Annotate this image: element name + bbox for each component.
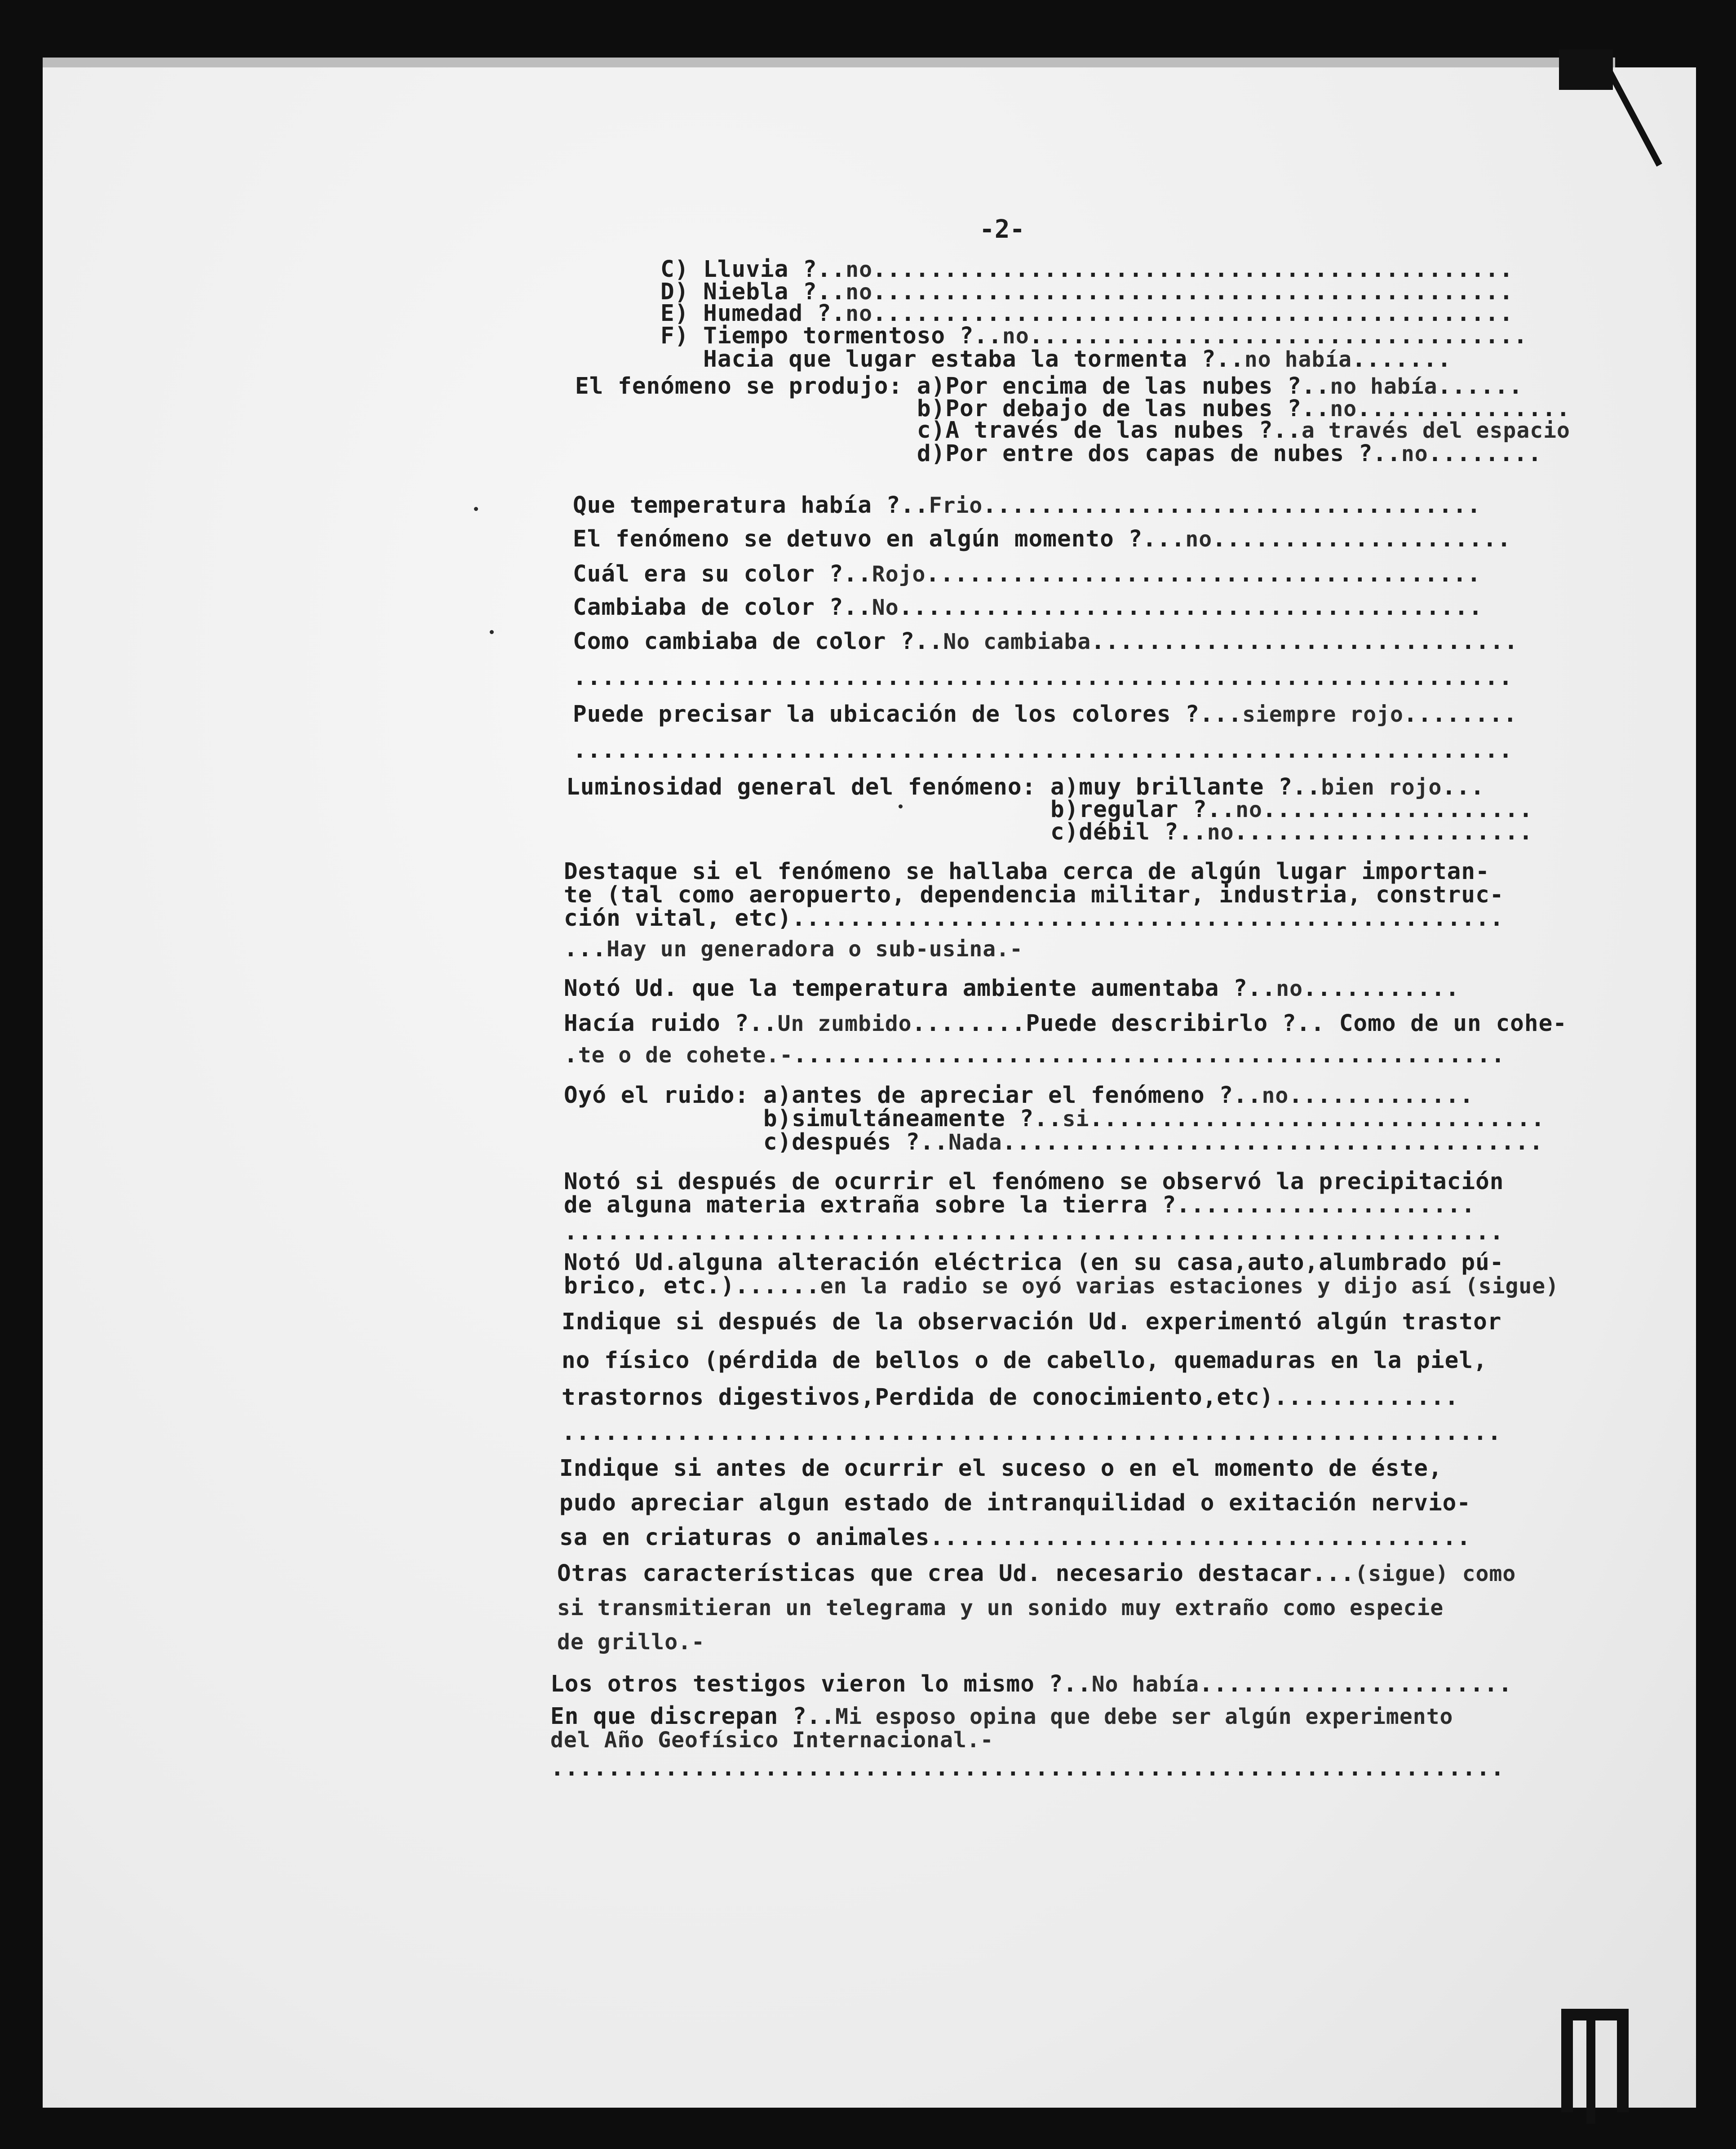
question-text: Notó Ud. que la temperatura ambiente aumentaba ?.. — [564, 975, 1276, 1002]
question-text: Notó si después de ocurrir el fenómeno se observó la precipitación — [564, 1168, 1504, 1195]
answer-text: no había — [1330, 374, 1438, 399]
answer-text: (sigue) como — [1355, 1561, 1516, 1586]
form-line — [550, 1755, 1505, 1782]
dot-leader: ................................ — [1089, 1106, 1546, 1132]
question-text: Indique si antes de ocurrir el suceso o en el momento de éste, — [559, 1455, 1443, 1482]
form-line — [564, 1129, 1543, 1156]
question-text: d)Por entre dos capas de nubes ?.. — [575, 440, 1401, 467]
question-text: Indique si después de la observación Ud. experimentó algún trastor — [562, 1309, 1502, 1335]
answer-text: no — [846, 301, 872, 326]
dot-leader: ........ — [1403, 701, 1518, 728]
form-line — [564, 882, 1504, 909]
page-number: -2- — [979, 215, 1025, 244]
dot-leader: ....... — [1352, 346, 1452, 373]
dot-leader: ...................... — [1199, 1671, 1513, 1697]
dot-leader: .................................................. — [792, 905, 1504, 932]
question-text: .................................................................. — [573, 664, 1513, 691]
dot-leader: ........Puede describirlo ?.. Como de un cohe- — [912, 1010, 1567, 1037]
question-text: Hacía ruido ?.. — [564, 1010, 778, 1037]
form-line — [557, 1560, 1516, 1587]
answer-text: no — [1330, 396, 1357, 422]
form-line — [573, 492, 1481, 519]
form-line — [564, 1192, 1475, 1219]
dot-leader: ................................ — [1015, 1524, 1471, 1551]
dot-leader: .............................. — [1091, 628, 1519, 655]
form-line — [562, 1384, 1459, 1411]
answer-text: Hay un generadora o sub-usina.- — [607, 937, 1023, 962]
question-text: El fenómeno se produjo: a)Por encima de las nubes ?.. — [575, 373, 1330, 400]
question-text: Cambiaba de color ?.. — [573, 594, 872, 621]
question-text: c)débil ?.. — [566, 819, 1207, 845]
answer-text: no — [1276, 976, 1303, 1001]
question-text: Luminosidad general del fenómeno: a)muy brillante ?.. — [566, 774, 1321, 800]
question-text: sa en criaturas o animales...... — [559, 1524, 1015, 1551]
answer-text: siempre rojo — [1242, 702, 1404, 727]
question-text: c)A través de las nubes ?.. — [575, 417, 1302, 444]
question-text: En que discrepan ?.. — [550, 1703, 836, 1730]
answer-text: no — [1002, 324, 1029, 349]
answer-text: Frio — [929, 493, 983, 518]
form-line — [557, 1629, 705, 1656]
dot-leader: ................................... — [983, 492, 1481, 519]
form-line — [573, 628, 1518, 655]
form-line — [660, 346, 1452, 373]
dot-leader: ..................... — [1234, 819, 1533, 845]
answer-text: bien rojo — [1321, 775, 1442, 800]
answer-text: No — [872, 595, 899, 620]
question-text: b)Por debajo de las nubes ?.. — [575, 395, 1330, 422]
form-line — [559, 1490, 1471, 1517]
question-text: F) Tiempo tormentoso ?.. — [660, 323, 1002, 349]
answer-text: si — [1062, 1106, 1089, 1132]
answer-text: no — [1262, 1083, 1289, 1108]
dot-leader: ...... — [1437, 373, 1523, 400]
form-line — [557, 1594, 1444, 1621]
answer-text: no — [1401, 441, 1428, 466]
form-line — [562, 1309, 1502, 1336]
question-text: D) Niebla ?.. — [660, 279, 846, 305]
answer-text: a través del espacio — [1301, 418, 1570, 443]
question-text: b)regular ?.. — [566, 796, 1236, 823]
question-text: b)simultáneamente ?.. — [564, 1106, 1063, 1132]
answer-text: no — [846, 257, 872, 282]
question-text: .................................................................. — [573, 737, 1513, 764]
answer-text: del Año Geofísico Internacional.- — [550, 1727, 994, 1753]
form-line — [564, 1219, 1504, 1246]
answer-text: no había — [1244, 347, 1352, 372]
answer-text: No cambiaba — [943, 629, 1091, 654]
form-line — [564, 1106, 1545, 1132]
question-text: C) Lluvia ?.. — [660, 256, 846, 283]
dot-leader: .................................................. — [793, 1042, 1506, 1068]
answer-text: te o de cohete.- — [578, 1043, 793, 1068]
form-line — [564, 1042, 1505, 1069]
dot-leader: ............................................. — [872, 279, 1514, 305]
dot-leader: ...................................... — [1002, 1129, 1544, 1155]
answer-text: No había — [1091, 1672, 1199, 1697]
form-line — [564, 1010, 1567, 1037]
question-text: pudo apreciar algun estado de intranquilidad o exitación nervio- — [559, 1490, 1471, 1516]
form-line — [573, 561, 1481, 588]
question-text: trastornos digestivos,Perdida de conocimiento,etc)............. — [562, 1384, 1459, 1411]
dot-leader: ............................................. — [872, 256, 1514, 283]
question-text: ................................................................... — [550, 1755, 1505, 1781]
question-text: .................................................................. — [564, 1219, 1504, 1245]
form-line — [564, 1273, 1559, 1300]
answer-text: de grillo.- — [557, 1630, 705, 1655]
dot-leader: ....................................... — [926, 561, 1481, 587]
question-text: .................................................................. — [562, 1419, 1502, 1446]
question-text: Destaque si el fenómeno se hallaba cerca de algún lugar importan- — [564, 858, 1490, 885]
question-text: Hacia que lugar estaba la tormenta ?.. — [660, 346, 1244, 373]
question-text: Oyó el ruido: a)antes de apreciar el fenómeno ?.. — [564, 1082, 1262, 1109]
question-text: Los otros testigos vieron lo mismo ?.. — [550, 1671, 1092, 1697]
form-line — [559, 1455, 1443, 1482]
form-line — [564, 975, 1460, 1002]
answer-text: no — [1185, 527, 1213, 552]
form-line — [575, 440, 1542, 467]
question-text: . — [564, 1042, 578, 1068]
form-line — [573, 737, 1513, 764]
answer-text: no — [846, 280, 872, 305]
form-line — [550, 1703, 1453, 1730]
answer-text: no — [1236, 797, 1262, 822]
form-line — [566, 819, 1533, 846]
question-text: Notó Ud.alguna alteración eléctrica (en su casa,auto,alumbrado pú- — [564, 1249, 1504, 1276]
answer-text: Mi esposo opina que debe ser algún experimento — [835, 1704, 1453, 1729]
form-line — [564, 936, 1023, 963]
form-line — [564, 858, 1490, 885]
form-line — [564, 1249, 1504, 1276]
dot-leader: ........ — [1428, 440, 1542, 467]
answer-text: si transmitieran un telegrama y un sonido muy extraño como especie — [557, 1595, 1444, 1621]
dot-leader: ......................................... — [899, 594, 1483, 621]
question-text: ción vital, etc) — [564, 905, 792, 932]
form-line — [550, 1727, 994, 1754]
question-text: c)después ?.. — [564, 1129, 949, 1155]
question-text: El fenómeno se detuvo en algún momento ?... — [573, 526, 1186, 552]
question-text: Como cambiaba de color ?.. — [573, 628, 943, 655]
question-text: Otras características que crea Ud. necesario destacar... — [557, 1560, 1355, 1587]
question-text: E) Humedad ?. — [660, 300, 846, 327]
form-line — [573, 526, 1511, 553]
answer-text: en la radio se oyó varias estaciones y dijo así (sigue) — [820, 1274, 1559, 1299]
form-line — [660, 323, 1528, 350]
question-text: no físico (pérdida de bellos o de cabello, quemaduras en la piel, — [562, 1347, 1488, 1374]
form-line — [573, 594, 1483, 621]
form-line — [564, 1082, 1474, 1109]
dot-leader: ............... — [1357, 395, 1571, 422]
dot-leader: ............................................. — [872, 300, 1514, 327]
question-text: brico, etc.)...... — [564, 1273, 820, 1299]
answer-text: Nada — [948, 1130, 1002, 1155]
form-line — [564, 905, 1504, 932]
dot-leader: ... — [1442, 774, 1485, 800]
dot-leader: ............. — [1289, 1082, 1474, 1109]
answer-text: no — [1207, 820, 1234, 845]
dot-leader: ..................... — [1212, 526, 1511, 552]
form-line — [562, 1419, 1502, 1446]
dot-leader: ........... — [1303, 975, 1460, 1002]
form-line — [564, 1168, 1504, 1195]
question-text: Cuál era su color ?.. — [573, 561, 872, 587]
dot-leader: ................... — [1262, 796, 1533, 823]
question-text: Puede precisar la ubicación de los colores ?... — [573, 701, 1243, 728]
answer-text: Rojo — [872, 562, 926, 587]
form-line — [575, 417, 1570, 444]
question-text: de alguna materia extraña sobre la tierra ?...... — [564, 1192, 1262, 1218]
question-text: te (tal como aeropuerto, dependencia militar, industria, construc- — [564, 882, 1504, 908]
form-line — [559, 1524, 1471, 1551]
answer-text: Un zumbido — [777, 1011, 912, 1036]
dot-leader: ................................... — [1029, 323, 1528, 349]
form-line — [573, 701, 1518, 728]
question-text: ... — [564, 936, 607, 962]
dot-leader: ............... — [1262, 1192, 1476, 1218]
form-line — [550, 1671, 1512, 1698]
form-line — [573, 664, 1513, 691]
question-text: Que temperatura había ?.. — [573, 492, 929, 519]
form-line — [562, 1347, 1488, 1374]
